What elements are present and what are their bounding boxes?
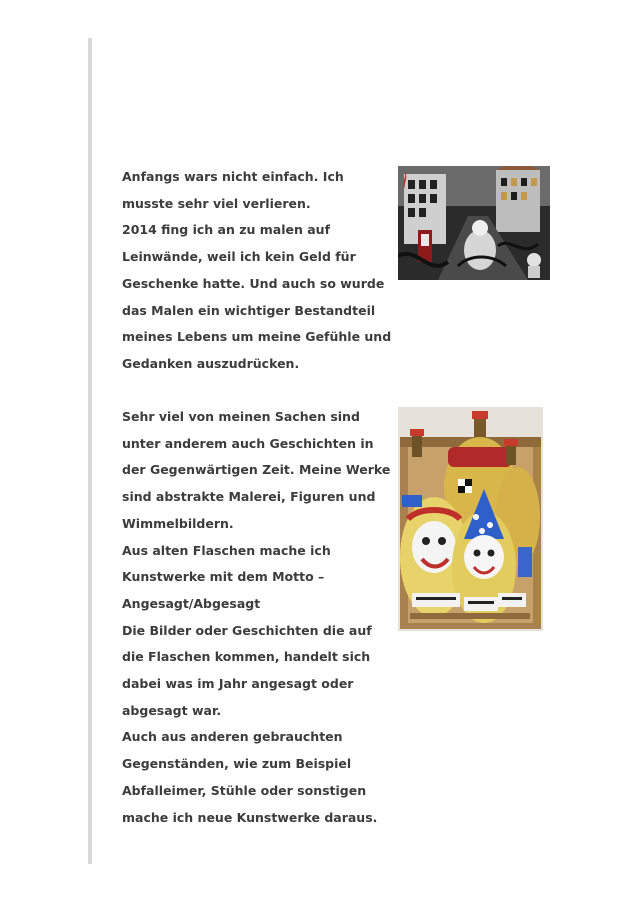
painting-image xyxy=(398,166,550,280)
paragraph-line: Leinwände, weil ich kein Geld für xyxy=(122,249,356,265)
paragraph-line: die Flaschen kommen, handelt sich xyxy=(122,649,371,665)
paragraph-line: Die Bilder oder Geschichten die auf xyxy=(122,622,372,638)
paragraph-works xyxy=(122,404,391,831)
paragraph-line: unter anderem auch Geschichten in xyxy=(122,435,374,451)
paragraph-line: dabei was im Jahr angesagt oder xyxy=(122,676,354,692)
paragraph-line: Kunstwerke mit dem Motto – xyxy=(122,569,325,585)
paragraph-line: das Malen ein wichtiger Bestandteil xyxy=(122,302,376,318)
paragraph-line: Abfalleimer, Stühle oder sonstigen xyxy=(122,782,367,798)
paragraph-line: Angesagt/Abgesagt xyxy=(122,595,261,611)
paragraph-line: musste sehr viel verlieren. xyxy=(122,195,311,211)
bottles-image xyxy=(398,407,543,631)
paragraph-line: 2014 fing ich an zu malen auf xyxy=(122,222,331,238)
paragraph-line: Auch aus anderen gebrauchten xyxy=(122,729,343,745)
paragraph-line: Wimmelbildern. xyxy=(122,515,234,531)
paragraph-line: der Gegenwärtigen Zeit. Meine Werke xyxy=(122,462,391,478)
paragraph-line: Anfangs wars nicht einfach. Ich xyxy=(122,169,344,184)
painting-illustration xyxy=(398,166,550,280)
paragraph-line: sind abstrakte Malerei, Figuren und xyxy=(122,489,376,505)
paragraph-line: Gegenständen, wie zum Beispiel xyxy=(122,756,352,772)
paragraph-line: Aus alten Flaschen mache ich xyxy=(122,542,331,558)
paragraph-intro xyxy=(122,164,392,378)
paragraph-line: abgesagt war. xyxy=(122,702,222,718)
paragraph-line: Gedanken auszudrücken. xyxy=(122,355,300,371)
paragraph-line: Sehr viel von meinen Sachen sind xyxy=(122,409,360,424)
paragraph-line: meines Lebens um meine Gefühle und xyxy=(122,329,392,345)
paragraph-line: mache ich neue Kunstwerke daraus. xyxy=(122,809,378,825)
paragraph-line: Geschenke hatte. Und auch so wurde xyxy=(122,275,385,291)
bottles-illustration xyxy=(398,407,543,631)
left-margin-rule xyxy=(88,38,92,864)
